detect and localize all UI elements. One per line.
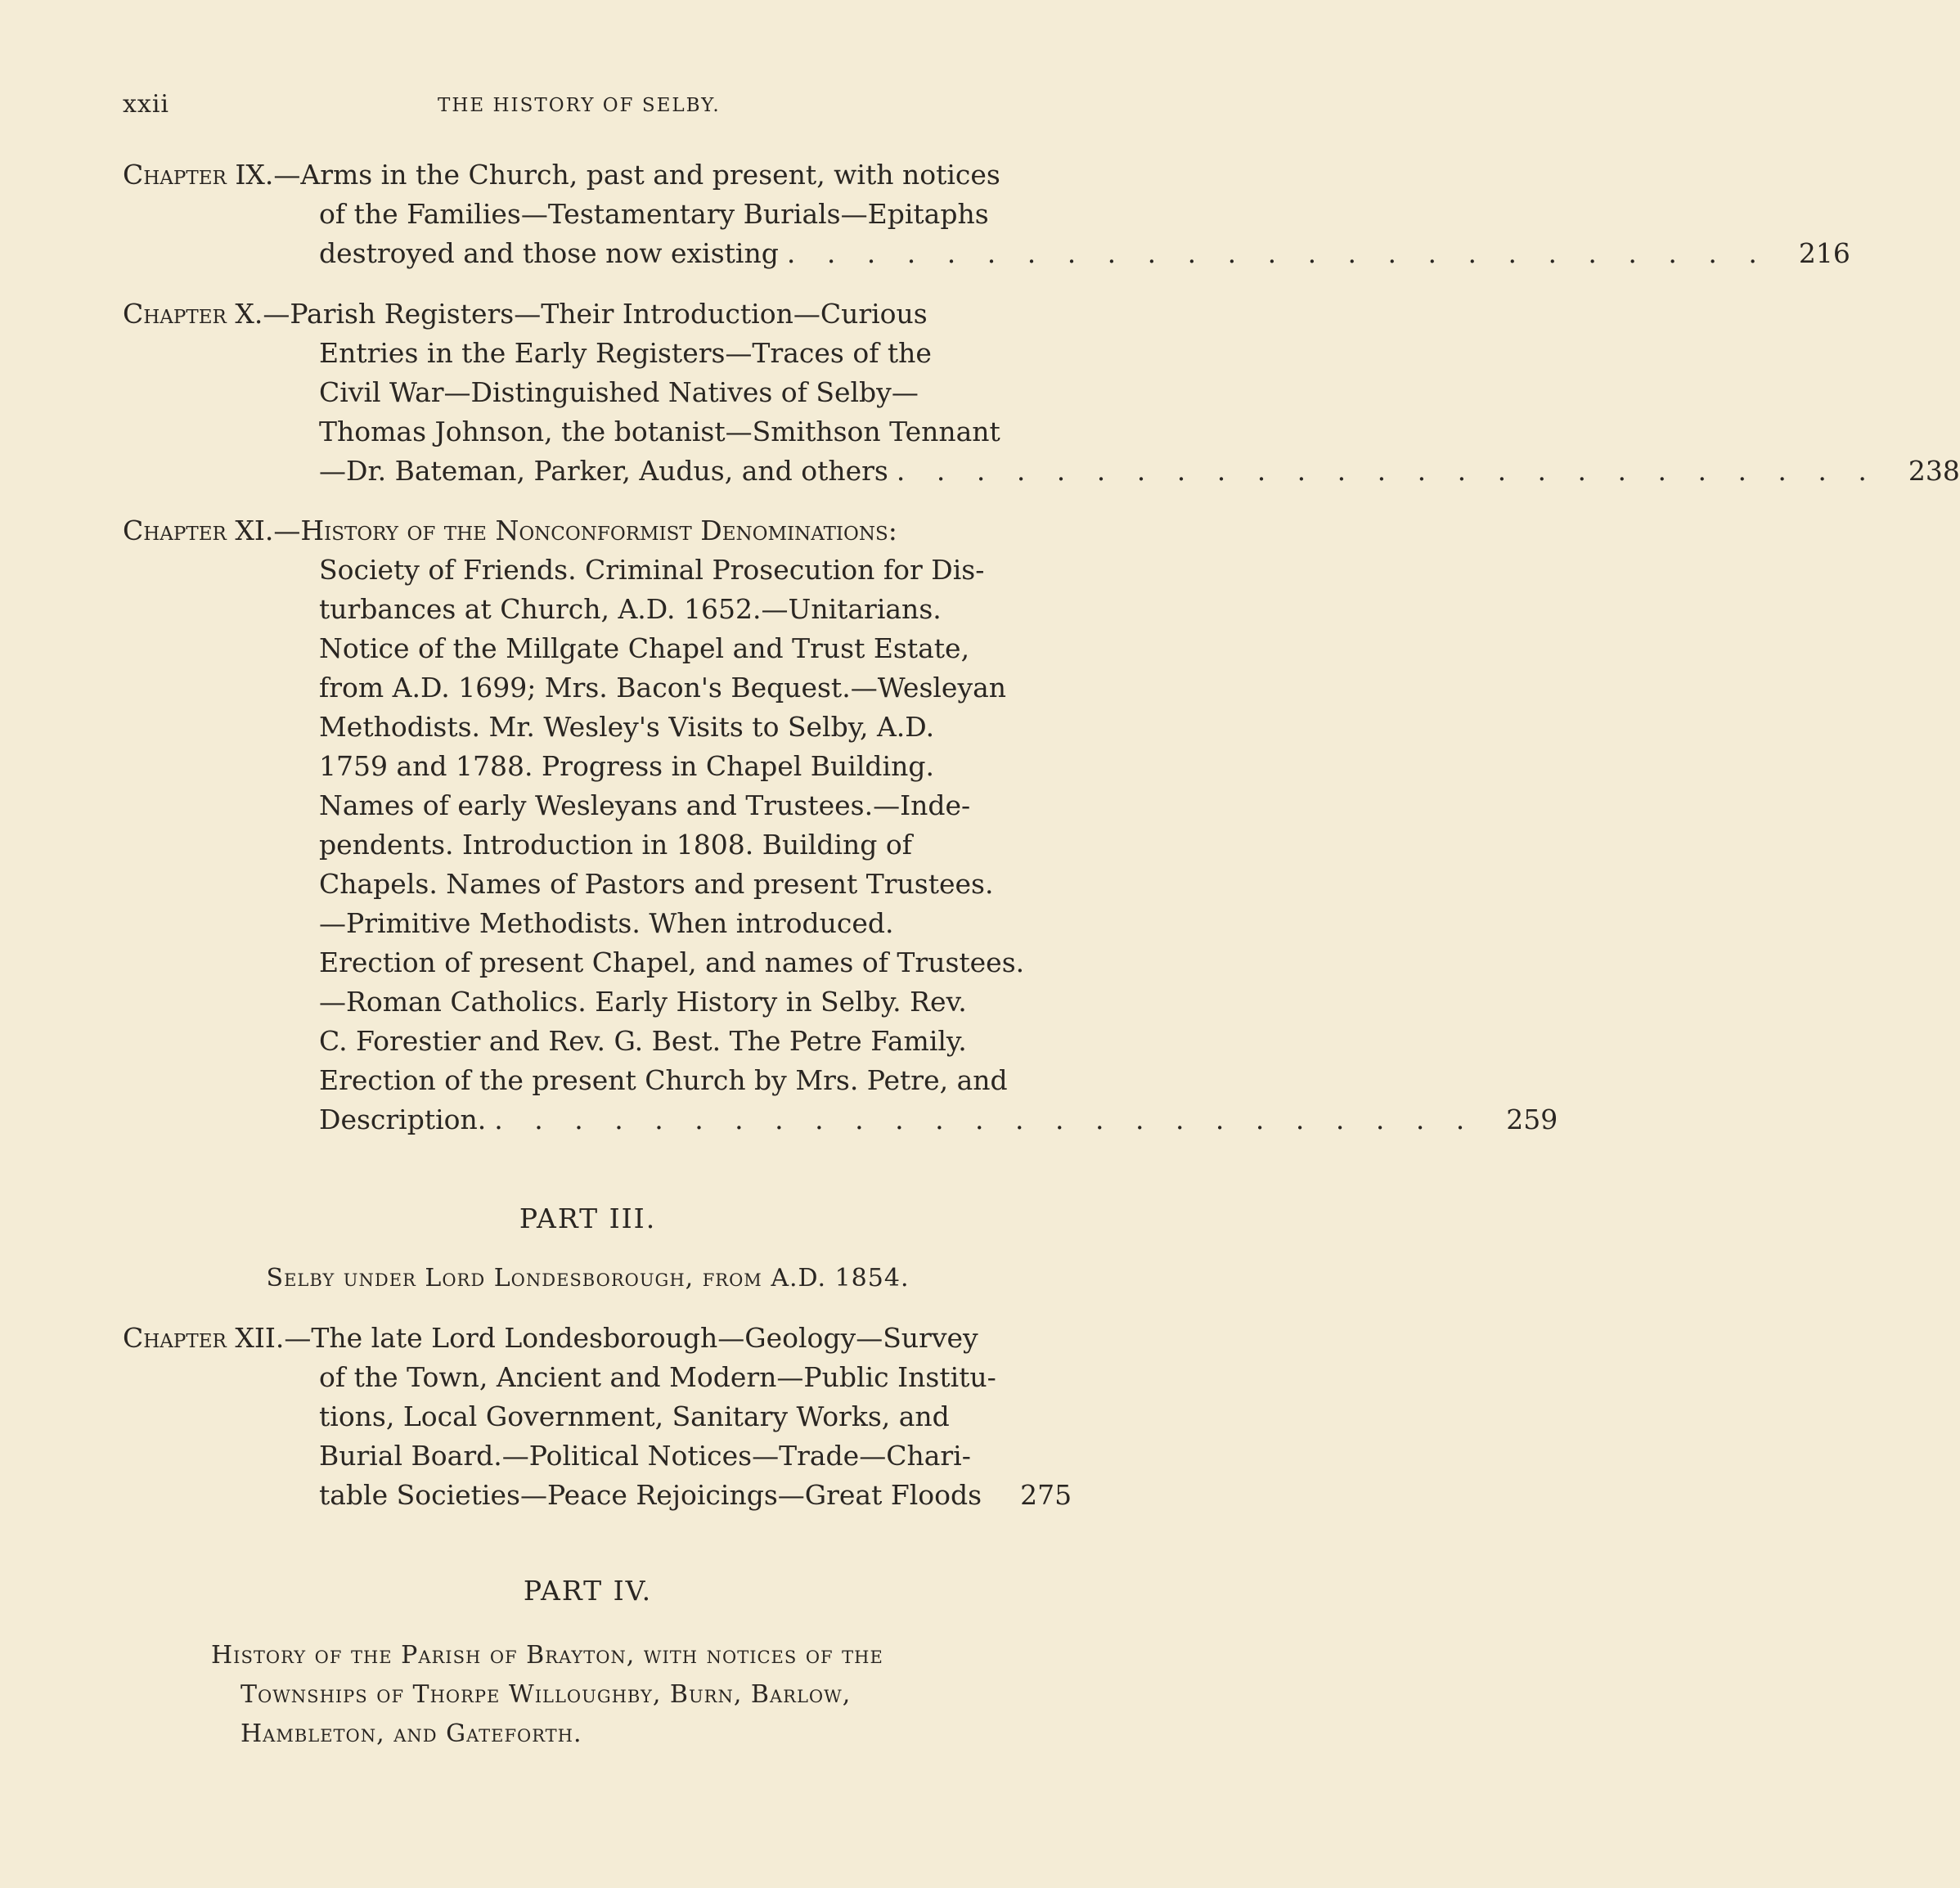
toc-line: Methodists. Mr. Wesley's Visits to Selby, A.D.: [319, 711, 935, 743]
chapter-label: Chapter IX.: [123, 159, 274, 191]
toc-line: —History of the Nonconformist Denominations:: [273, 515, 897, 546]
chapter-label: Chapter XII.: [123, 1322, 285, 1354]
toc-line: —Arms in the Church, past and present, with notices: [273, 159, 1000, 191]
toc-line: —Primitive Methodists. When introduced.: [319, 907, 894, 939]
part-4-title-line: History of the Parish of Brayton, with notices of the: [211, 1641, 883, 1670]
part-4-heading: PART IV.: [523, 1575, 653, 1607]
running-head: [0, 90, 1176, 123]
part-3-title: Selby under Lord Londesborough, from A.D. 1854.: [266, 1264, 910, 1292]
running-title: THE HISTORY OF SELBY.: [438, 95, 721, 116]
page-number: 216: [1798, 237, 1850, 269]
dot-leader: . . . . . . . . . . . . . . . . . . . . . . . . .: [494, 1104, 1477, 1135]
part-4-title-line: Hambleton, and Gateforth.: [241, 1719, 582, 1748]
chapter-label: Chapter X.: [123, 298, 263, 330]
toc-line: —The late Lord Londesborough—Geology—Survey: [284, 1322, 978, 1354]
dot-leader: . . . . . . . . . . . . . . . . . . . . . . . . .: [786, 237, 1769, 269]
page-number: 275: [1020, 1479, 1072, 1511]
toc-line: Erection of present Chapel, and names of Trustees.: [319, 946, 1025, 978]
toc-line: Society of Friends. Criminal Prosecution for Dis-: [319, 554, 985, 586]
page-number: 259: [1506, 1104, 1558, 1135]
toc-line: turbances at Church, A.D. 1652.—Unitarians.: [319, 593, 942, 625]
toc-line: Names of early Wesleyans and Trustees.—Inde-: [319, 789, 971, 821]
page-folio: xxii: [123, 90, 170, 119]
toc-line: Notice of the Millgate Chapel and Trust Estate,: [319, 632, 970, 664]
toc-line: Chapels. Names of Pastors and present Trustees.: [319, 868, 994, 900]
part-4-title-line: Townships of Thorpe Willoughby, Burn, Barlow,: [241, 1680, 852, 1709]
toc-entry-chapter-10: [123, 294, 1960, 491]
toc-line: —Parish Registers—Their Introduction—Curious: [263, 298, 928, 330]
dot-leader: . . . . . . . . . . . . . . . . . . . . . . . . .: [896, 455, 1878, 487]
toc-line: Entries in the Early Registers—Traces of the: [319, 337, 932, 369]
toc-line: destroyed and those now existing: [319, 237, 779, 269]
toc-entry-chapter-9: [123, 155, 1850, 273]
chapter-label: Chapter XI.: [123, 515, 274, 546]
toc-entry-chapter-11: [123, 511, 1558, 1140]
toc-line: —Roman Catholics. Early History in Selby. Rev.: [319, 986, 967, 1018]
page-number: 238: [1908, 455, 1960, 487]
toc-line: of the Town, Ancient and Modern—Public Institu-: [319, 1361, 996, 1393]
toc-line: Erection of the present Church by Mrs. Petre, and: [319, 1064, 1008, 1096]
toc-line: from A.D. 1699; Mrs. Bacon's Bequest.—Wesleyan: [319, 672, 1007, 704]
toc-line: C. Forestier and Rev. G. Best. The Petre Family.: [319, 1025, 967, 1057]
toc-line: table Societies—Peace Rejoicings—Great Floods: [319, 1479, 982, 1511]
toc-line: of the Families—Testamentary Burials—Epitaphs: [319, 198, 989, 230]
toc-line: 1759 and 1788. Progress in Chapel Building.: [319, 750, 934, 782]
toc-line: pendents. Introduction in 1808. Building of: [319, 829, 912, 861]
toc-line: Description.: [319, 1104, 487, 1135]
toc-line: tions, Local Government, Sanitary Works, and: [319, 1400, 950, 1432]
toc-line: Thomas Johnson, the botanist—Smithson Tennant: [319, 416, 1000, 447]
part-4-title: [211, 1636, 1029, 1754]
toc-entry-chapter-12: [123, 1319, 1072, 1515]
toc-line: Burial Board.—Political Notices—Trade—Chari-: [319, 1440, 971, 1472]
part-3-heading: PART III.: [519, 1202, 657, 1234]
toc-line: Civil War—Distinguished Natives of Selby—: [319, 376, 919, 408]
toc-line: —Dr. Bateman, Parker, Audus, and others: [319, 455, 888, 487]
